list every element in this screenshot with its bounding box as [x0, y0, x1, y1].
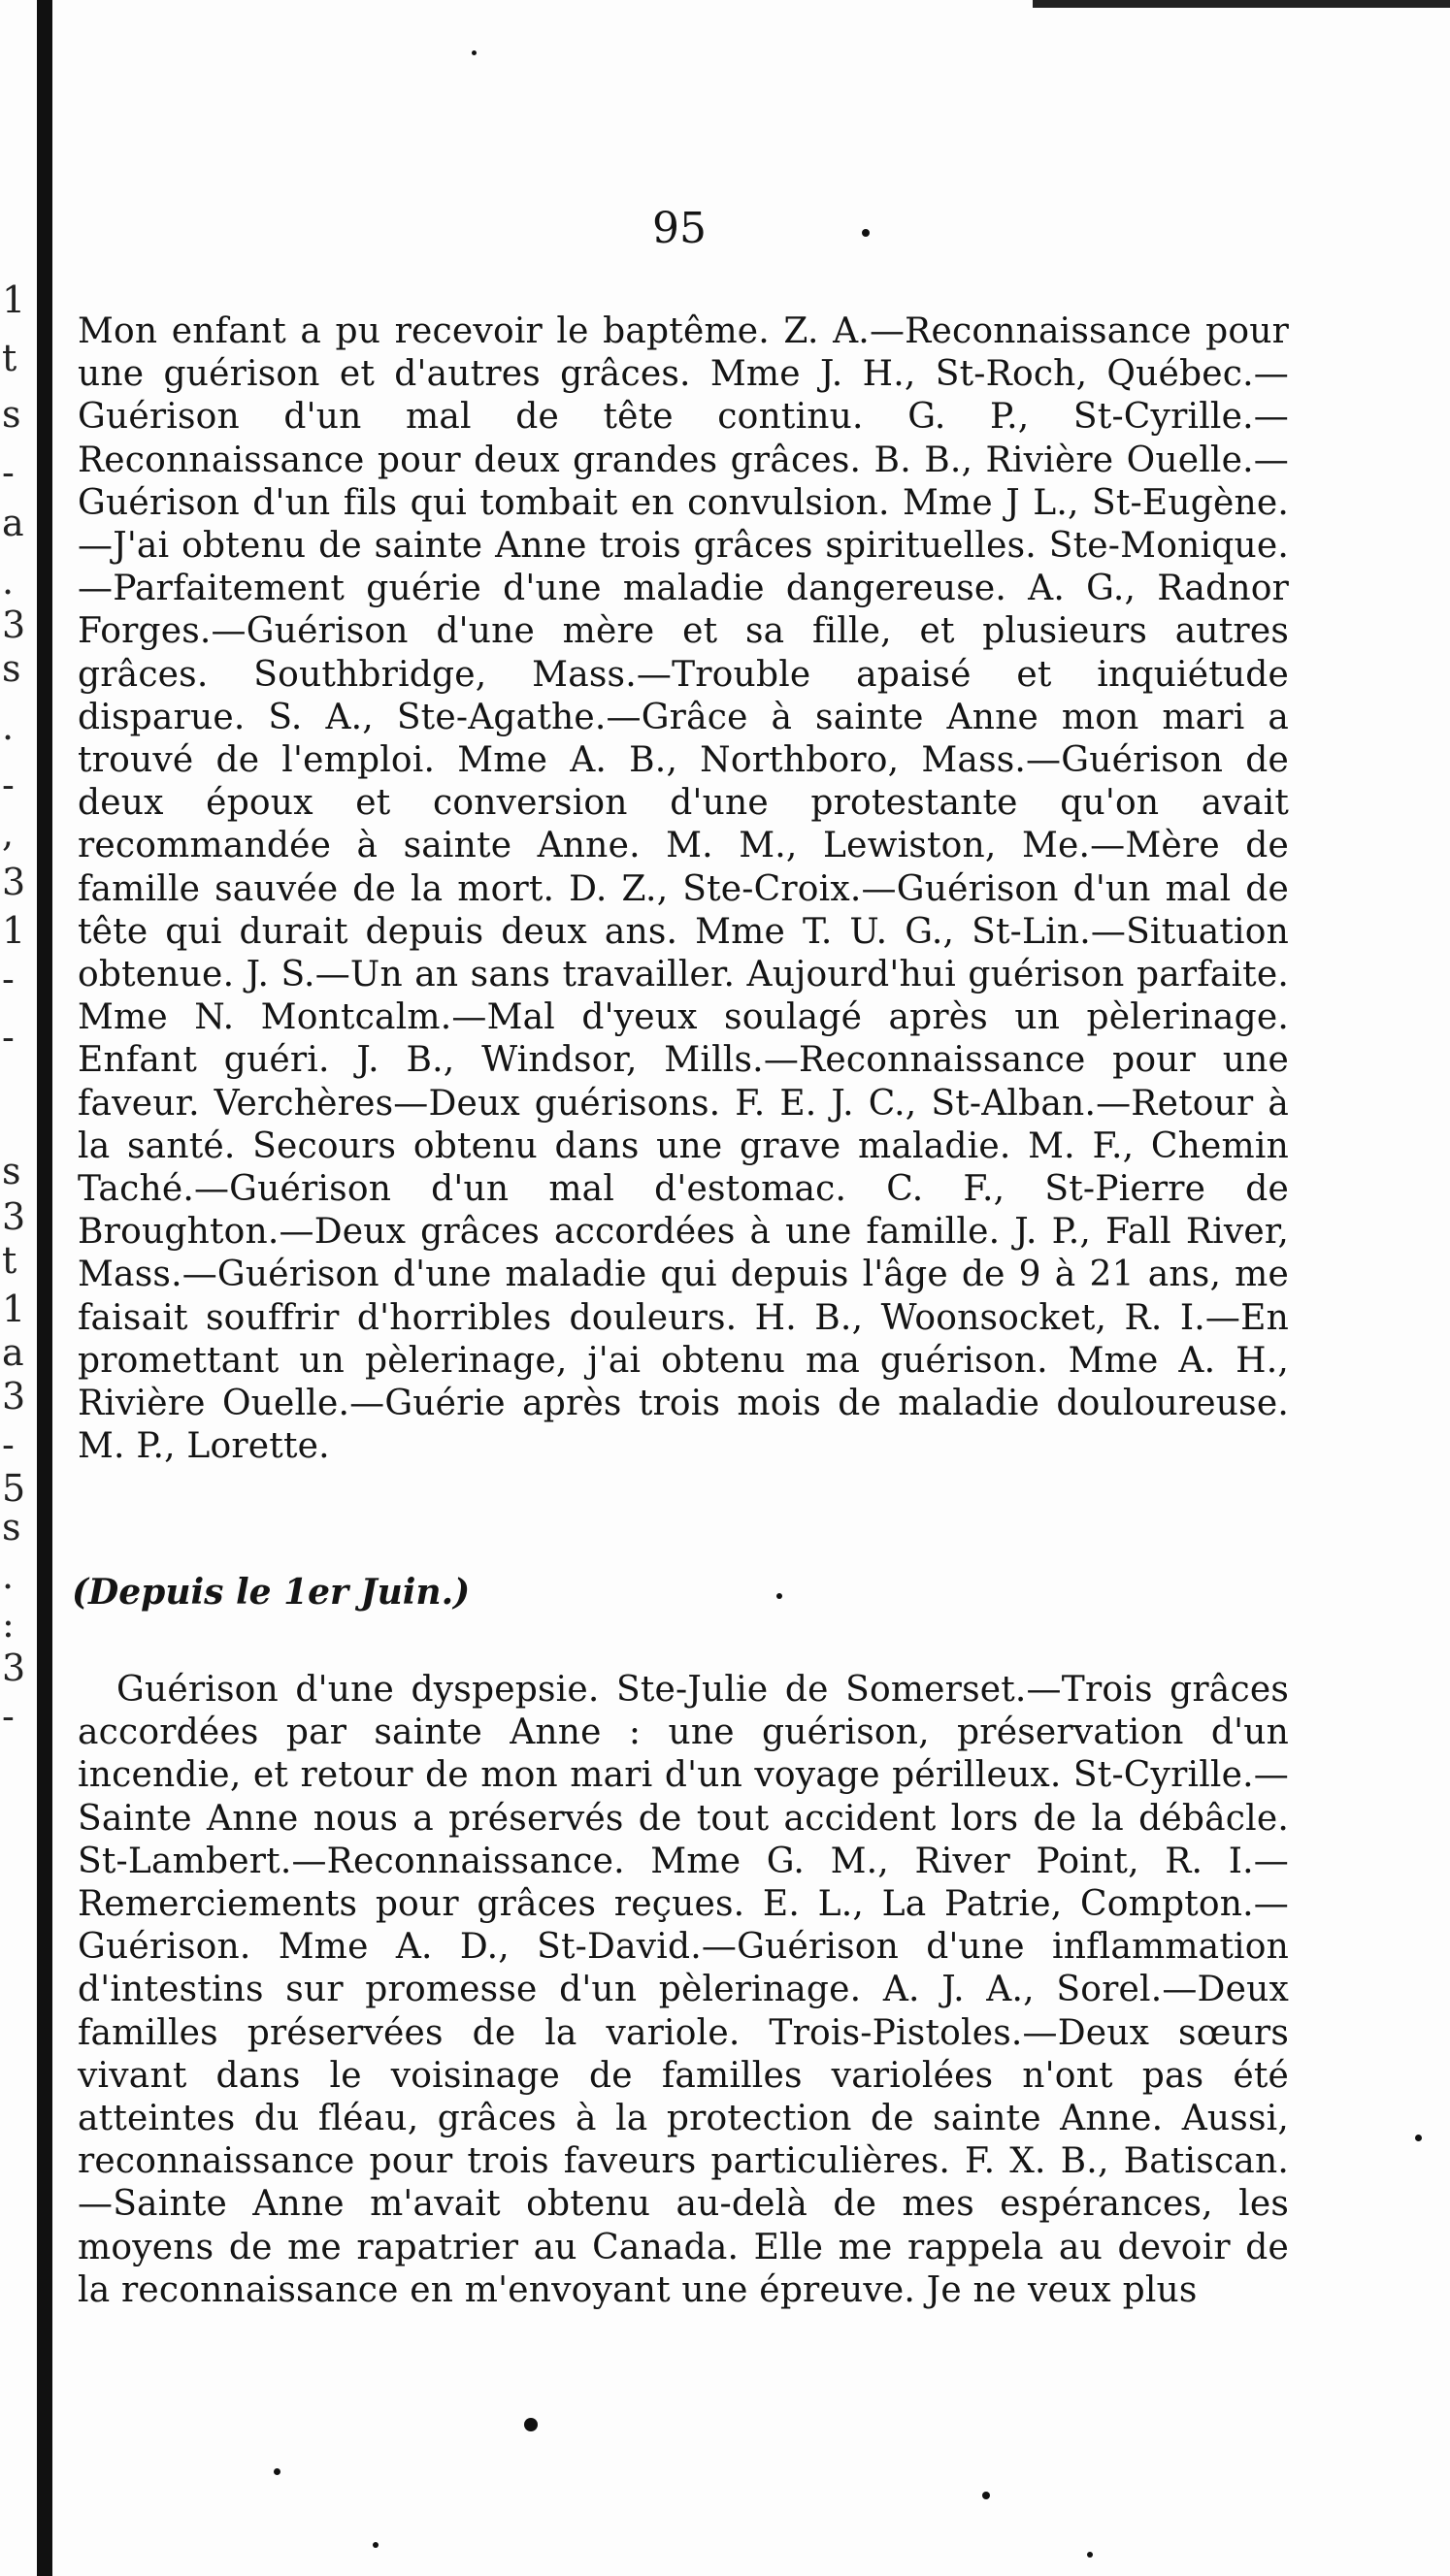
- margin-mark: a: [2, 1331, 24, 1374]
- margin-mark: t: [2, 1239, 17, 1282]
- ink-speck: [472, 50, 477, 55]
- paragraph-text: Guérison d'une dyspepsie. Ste-Julie de Somerset.—Trois grâces accordées par sainte Anne : une guérison, préservation d'un incendie, et retour de mon mari d'un voyage périlleux. St-Cyrille.—Sainte Anne nous a préservés de tout accident lors de la débâcle. St-Lambert.—Reconnaissance. Mme G. M., River Point, R. I.—Remerciements pour grâces reçues. E. L., La Patrie, Compton.—Guérison. Mme A. D., St-David.—Guérison d'une inflammation d'intestins sur promesse d'un pèlerinage. A. J. A., Sorel.—Deux familles préservées de la variole. Trois-Pistoles.—Deux sœurs vivant dans le voisinage de familles variolées n'ont pas été atteintes du fléau, grâces à la protection de sainte Anne. Aussi, reconnaissance pour trois faveurs particulières. F. X. B., Batiscan.—Sainte Anne m'avait obtenu au-delà de mes espérances, les moyens de me rapatrier au Canada. Elle me rappela au devoir de la reconnaissance en m'envoyant une épreuve. Je ne veux plus: [78, 1670, 1289, 2310]
- ink-speck: [524, 2418, 538, 2431]
- margin-mark: a: [2, 502, 24, 544]
- ink-speck: [373, 2542, 379, 2548]
- margin-mark: 1: [2, 278, 26, 321]
- margin-mark: -: [2, 451, 15, 494]
- margin-mark: .: [2, 705, 15, 748]
- margin-mark: 1: [2, 909, 26, 952]
- page-number: 95: [652, 204, 707, 253]
- margin-mark: s: [2, 393, 21, 436]
- section-heading: (Depuis le 1er Juin.): [72, 1572, 471, 1613]
- margin-mark: s: [2, 1506, 21, 1549]
- margin-mark: s: [2, 1150, 21, 1192]
- margin-mark: 1: [2, 1288, 26, 1330]
- margin-mark: 3: [2, 1375, 26, 1418]
- margin-mark: ,: [2, 812, 15, 855]
- ink-speck: [274, 2468, 280, 2475]
- margin-mark: :: [2, 1603, 15, 1646]
- top-edge-rule: [1033, 0, 1450, 8]
- margin-mark: 3: [2, 861, 26, 903]
- binding-shadow: [37, 0, 52, 2576]
- margin-mark: -: [2, 764, 15, 806]
- margin-mark: s: [2, 647, 21, 690]
- margin-mark: .: [2, 560, 15, 603]
- margin-mark: 5: [2, 1467, 26, 1510]
- margin-mark: 3: [2, 1195, 26, 1238]
- paragraph-text: Mon enfant a pu recevoir le baptême. Z. A.—Reconnaissance pour une guérison et d'autres grâces. Mme J. H., St-Roch, Québec.—Guérison d'un mal de tête continu. G. P., St-Cyrille.—Reconnaissance pour deux grandes grâces. B. B., Rivière Ouelle.—Guérison d'un fils qui tombait en convulsion. Mme J L., St-Eugène.—J'ai obtenu de sainte Anne trois grâces spirituelles. Ste-Monique.—Parfaitement guérie d'une maladie dangereuse. A. G., Radnor Forges.—Guérison d'une mère et sa fille, et plusieurs autres grâces. Southbridge, Mass.—Trouble apaisé et inquiétude disparue. S. A., Ste-Agathe.—Grâce à sainte Anne mon mari a trouvé de l'emploi. Mme A. B., Northboro, Mass.—Guérison de deux époux et conversion d'une protestante qu'on avait recommandée à sainte Anne. M. M., Lewiston, Me.—Mère de famille sauvée de la mort. D. Z., Ste-Croix.—Guérison d'un mal de tête qui durait depuis deux ans. Mme T. U. G., St-Lin.—Situation obtenue. J. S.—Un an sans travailler. Aujourd'hui guérison parfaite. Mme N. Montcalm.—Mal d'yeux soulagé après un pèlerinage. Enfant guéri. J. B., Windsor, Mills.—Reconnaissance pour une faveur. Verchères—Deux guérisons. F. E. J. C., St-Alban.—Retour à la santé. Secours obtenu dans une grave maladie. M. F., Chemin Taché.—Guérison d'un mal d'estomac. C. F., St-Pierre de Broughton.—Deux grâces accordées à une famille. J. P., Fall River, Mass.—Guérison d'une maladie qui depuis l'âge de 9 à 21 ans, me faisait souffrir d'horribles douleurs. H. B., Woonsocket, R. I.—En promettant un pèlerinage, j'ai obtenu ma guérison. Mme A. H., Rivière Ouelle.—Guérie après trois mois de maladie douloureuse. M. P., Lorette.: [78, 311, 1289, 1467]
- margin-mark: -: [2, 1423, 15, 1466]
- testimonial-paragraph-1: [78, 310, 1289, 1468]
- ink-speck: [982, 2492, 990, 2499]
- ink-speck: [776, 1593, 782, 1599]
- margin-mark: .: [2, 1554, 15, 1597]
- margin-mark: 3: [2, 603, 26, 646]
- ink-speck: [1087, 2552, 1093, 2558]
- ink-speck: [1415, 2135, 1422, 2141]
- margin-mark: -: [2, 1016, 15, 1059]
- ink-speck: [862, 229, 870, 237]
- margin-mark: -: [2, 1695, 15, 1738]
- margin-mark: t: [2, 337, 17, 379]
- margin-mark: -: [2, 958, 15, 1000]
- testimonial-paragraph-2: [78, 1669, 1289, 2312]
- margin-mark: 3: [2, 1647, 26, 1689]
- left-margin-fragments: [2, 278, 31, 1738]
